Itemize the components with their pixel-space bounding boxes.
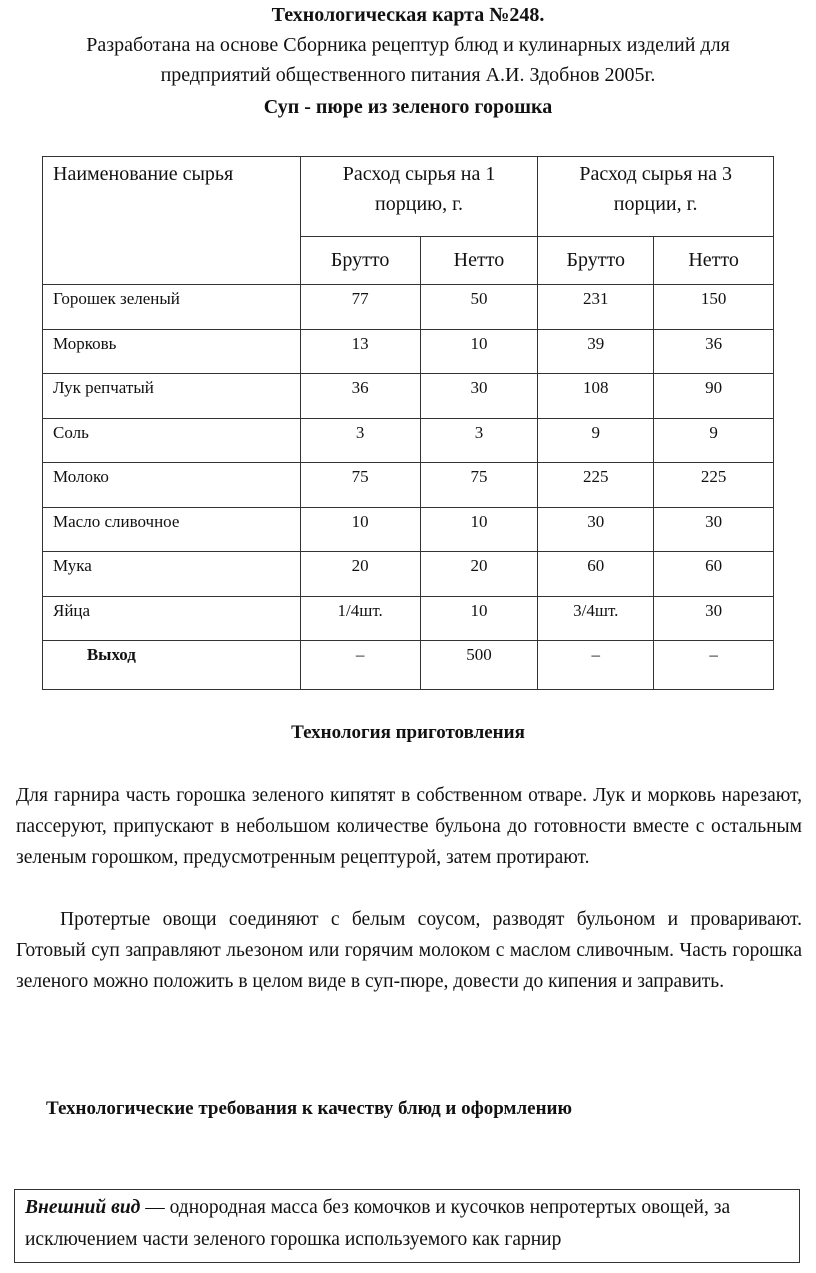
technology-heading: Технология приготовления [291, 722, 525, 743]
table-row [43, 552, 774, 597]
brutto-1: 75 [300, 463, 420, 508]
table-row [43, 596, 774, 641]
group2-line2: порции, г. [613, 193, 698, 215]
col-header-netto-1: Нетто [420, 237, 538, 285]
table-row [43, 329, 774, 374]
brutto-3: 231 [538, 285, 654, 330]
col-header-group1 [300, 157, 538, 237]
ingredient-name: Яйца [43, 596, 301, 641]
table-row [43, 285, 774, 330]
doc-title: Технологическая карта №248. [271, 4, 545, 26]
table-header-row [43, 157, 774, 237]
table-row-yield [43, 641, 774, 690]
table-row [43, 463, 774, 508]
netto-3: 36 [654, 329, 774, 374]
table-row [43, 418, 774, 463]
netto-3: 9 [654, 418, 774, 463]
appearance-label: Внешний вид [25, 1197, 141, 1218]
group2-line1: Расход сырья на 3 [579, 163, 732, 185]
netto-1: 10 [420, 596, 538, 641]
brutto-1: 77 [300, 285, 420, 330]
table-row [43, 507, 774, 552]
ingredient-name: Лук репчатый [43, 374, 301, 419]
ingredient-name: Мука [43, 552, 301, 597]
netto-3: 30 [654, 596, 774, 641]
ingredient-name: Соль [43, 418, 301, 463]
col-header-brutto-1: Брутто [300, 237, 420, 285]
netto-3: 150 [654, 285, 774, 330]
ingredient-name: Горошек зеленый [43, 285, 301, 330]
netto-1: 3 [420, 418, 538, 463]
brutto-3: 108 [538, 374, 654, 419]
netto-1: 10 [420, 329, 538, 374]
appearance-text: — однородная масса без комочков и кусочков непротертых овощей, за исключением части зеленого горошка используемого как гарнир [25, 1197, 731, 1250]
ingredient-name: Масло сливочное [43, 507, 301, 552]
brutto-1: 13 [300, 329, 420, 374]
netto-3: 60 [654, 552, 774, 597]
netto-1: 75 [420, 463, 538, 508]
yield-label: Выход [43, 641, 301, 690]
netto-3: 225 [654, 463, 774, 508]
appearance-box [14, 1189, 800, 1263]
netto-1: 20 [420, 552, 538, 597]
technology-paragraph-2: Протертые овощи соединяют с белым соусом, разводят бульоном и проваривают. Готовый суп заправляют льезоном или горячим молоком с маслом сливочным. Часть горошка зеленого можно положить в целом виде в суп-пюре, довести до кипения и заправить. [16, 909, 802, 992]
doc-subtitle-line1: Разработана на основе Сборника рецептур блюд и кулинарных изделий для [86, 34, 730, 56]
table-row [43, 374, 774, 419]
yield-netto-3: – [654, 641, 774, 690]
requirements-heading: Технологические требования к качеству блюд и оформлению [46, 1098, 573, 1119]
brutto-1: 20 [300, 552, 420, 597]
brutto-1: 1/4шт. [300, 596, 420, 641]
brutto-3: 30 [538, 507, 654, 552]
group1-line1: Расход сырья на 1 [342, 163, 496, 185]
brutto-3: 39 [538, 329, 654, 374]
brutto-1: 36 [300, 374, 420, 419]
technology-paragraph-1: Для гарнира часть горошка зеленого кипятят в собственном отваре. Лук и морковь нарезают, пассеруют, припускают в небольшом количестве бульона до готовности вместе с остальным зеленым горошком, предусмотренным рецептурой, затем протирают. [16, 785, 802, 868]
ingredient-name: Морковь [43, 329, 301, 374]
doc-subtitle-line2: предприятий общественного питания А.И. Здобнов 2005г. [160, 64, 656, 86]
ingredient-name: Молоко [43, 463, 301, 508]
brutto-3: 3/4шт. [538, 596, 654, 641]
netto-3: 30 [654, 507, 774, 552]
brutto-3: 9 [538, 418, 654, 463]
brutto-3: 225 [538, 463, 654, 508]
recipe-table [42, 156, 774, 690]
dish-title: Суп - пюре из зеленого горошка [263, 96, 553, 118]
brutto-3: 60 [538, 552, 654, 597]
col-header-group2 [538, 157, 774, 237]
group1-line2: порцию, г. [375, 193, 464, 215]
brutto-1: 3 [300, 418, 420, 463]
yield-brutto-3: – [538, 641, 654, 690]
brutto-1: 10 [300, 507, 420, 552]
netto-1: 30 [420, 374, 538, 419]
yield-netto-1: 500 [420, 641, 538, 690]
col-header-brutto-3: Брутто [538, 237, 654, 285]
netto-1: 50 [420, 285, 538, 330]
col-header-netto-3: Нетто [654, 237, 774, 285]
netto-1: 10 [420, 507, 538, 552]
col-header-name: Наименование сырья [43, 157, 301, 285]
yield-brutto-1: – [300, 641, 420, 690]
netto-3: 90 [654, 374, 774, 419]
